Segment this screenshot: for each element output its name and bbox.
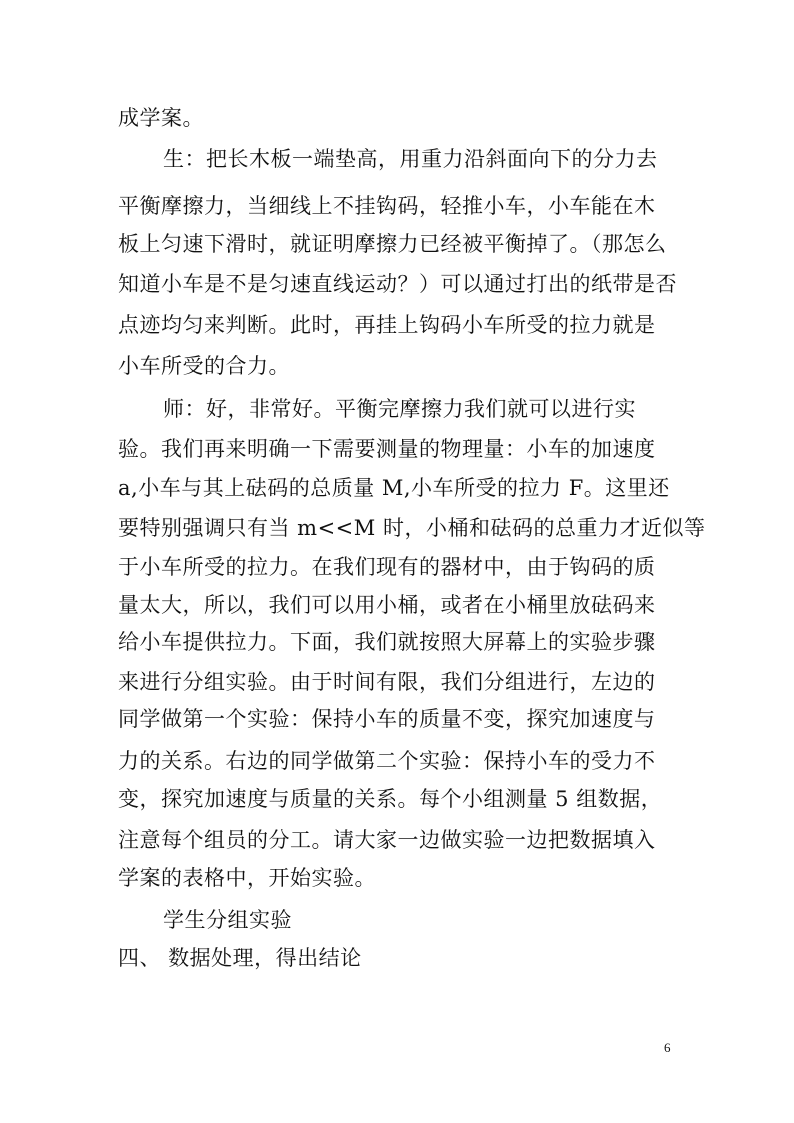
text-line-2: 生：把长木板一端垫高，用重力沿斜面向下的分力去 <box>163 147 658 171</box>
text-line-10: a,小车与其上砝码的总质量 M,小车所受的拉力 F。这里还 <box>118 476 670 500</box>
text-line-19: 注意每个组员的分工。请大家一边做实验一边把数据填入 <box>118 828 656 852</box>
text-line-7: 小车所受的合力。 <box>118 354 290 378</box>
text-line-12: 于小车所受的拉力。在我们现有的器材中，由于钩码的质 <box>118 555 656 579</box>
text-line-5: 知道小车是不是匀速直线运动？）可以通过打出的纸带是否 <box>118 272 677 296</box>
text-line-1: 成学案。 <box>118 106 204 130</box>
text-line-16: 同学做第一个实验：保持小车的质量不变，探究加速度与 <box>118 707 656 731</box>
text-line-4: 板上匀速下滑时，就证明摩擦力已经被平衡掉了。（那怎么 <box>118 232 667 256</box>
text-line-15: 来进行分组实验。由于时间有限，我们分组进行，左边的 <box>118 670 656 694</box>
page-number: 6 <box>664 1040 671 1055</box>
text-line-13: 量太大，所以，我们可以用小桶，或者在小桶里放砝码来 <box>118 593 656 617</box>
text-line-14: 给小车提供拉力。下面，我们就按照大屏幕上的实验步骤 <box>118 630 656 654</box>
text-line-8: 师：好，非常好。平衡完摩擦力我们就可以进行实 <box>163 397 636 421</box>
text-line-18: 变，探究加速度与质量的关系。每个小组测量 5 组数据， <box>118 787 663 811</box>
text-line-22: 四、 数据处理，得出结论 <box>118 946 362 970</box>
text-line-21: 学生分组实验 <box>163 908 292 932</box>
text-line-17: 力的关系。右边的同学做第二个实验：保持小车的受力不 <box>118 749 656 773</box>
text-line-9: 验。我们再来明确一下需要测量的物理量：小车的加速度 <box>118 437 656 461</box>
text-line-3: 平衡摩擦力，当细线上不挂钩码，轻推小车，小车能在木 <box>118 194 656 218</box>
text-line-20: 学案的表格中，开始实验。 <box>118 866 376 890</box>
text-line-11: 要特别强调只有当 m<<M 时，小桶和砝码的总重力才近似等 <box>118 516 706 540</box>
text-line-6: 点迹均匀来判断。此时，再挂上钩码小车所受的拉力就是 <box>118 313 656 337</box>
